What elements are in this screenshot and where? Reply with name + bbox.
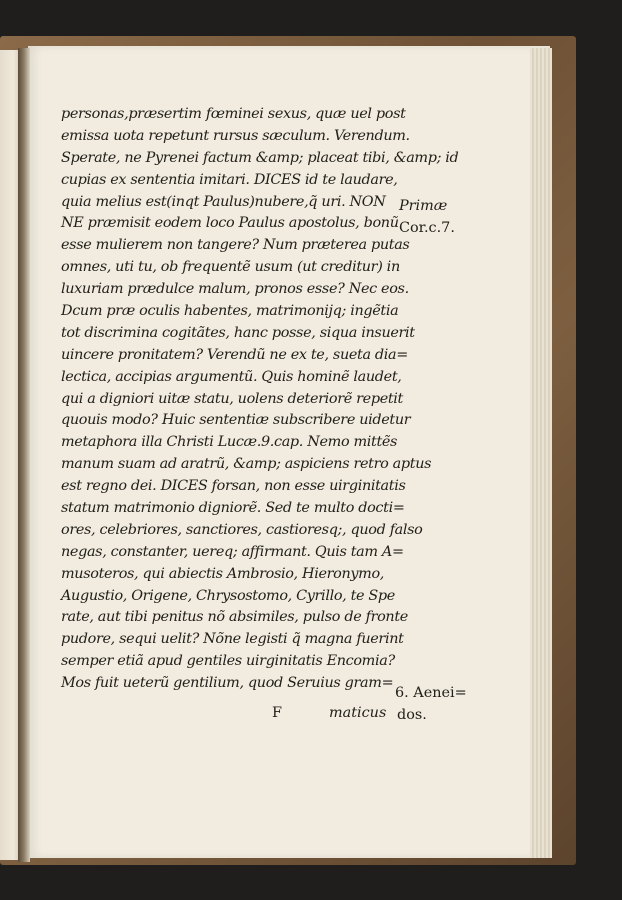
text-line: qui a digniori uitæ statu, uolens deteriorẽ repetit [61, 390, 403, 407]
margin-note: dos. [397, 707, 427, 723]
text-line: musoteros, qui abiectis Ambrosio, Hieronymo, [61, 565, 384, 582]
text-line: manum suam ad aratrũ, &amp; aspiciens retro aptus [61, 456, 432, 473]
text-line: Mos fuit ueterũ gentilium, quod Seruius gram= [61, 675, 394, 692]
text-line: Sperate, ne Pyrenei factum &amp; placeat tibi, &amp; id [61, 149, 459, 166]
text-line: emissa uota repetunt rursus sæculum. Verendum. [61, 127, 410, 144]
text-line: Dcum præ oculis habentes, matrimonijq; ingẽtia [61, 303, 399, 320]
catchword: maticus [329, 705, 387, 721]
margin-note: 6. Aenei= [395, 685, 467, 701]
text-line: est regno dei. DICES forsan, non esse uirginitatis [61, 478, 406, 495]
text-line: metaphora illa Christi Lucæ.9.cap. Nemo mittẽs [61, 434, 398, 451]
text-line: lectica, accipias argumentũ. Quis hominẽ laudet, [61, 368, 402, 385]
text-line: rate, aut tibi penitus nõ absimiles, pulso de fronte [61, 609, 408, 626]
text-line: NE præmisit eodem loco Paulus apostolus, bonũ [61, 215, 399, 232]
signature-mark: F [272, 705, 282, 721]
text-line: quia melius est(inqt Paulus)nubere,q̃ uri. NON [61, 193, 386, 210]
text-line: uincere pronitatem? Verendũ ne ex te, sueta dia= [61, 346, 408, 363]
book-gutter [18, 48, 30, 862]
text-line: ores, celebriores, sanctiores, castioresq;, quod falso [61, 521, 423, 538]
text-line: cupias ex sententia imitari. DICES id te laudare, [61, 171, 398, 188]
text-line: statum matrimonio digniorẽ. Sed te multo docti= [61, 500, 405, 517]
text-line: personas,præsertim fœminei sexus, quæ uel post [61, 106, 406, 122]
text-line: quouis modo? Huic sententiæ subscribere uidetur [61, 412, 411, 429]
margin-note: Primæ [399, 198, 448, 214]
text-line: Augustio, Origene, Chrysostomo, Cyrillo, te Spe [61, 587, 395, 604]
text-line: esse mulierem non tangere? Num præterea putas [61, 237, 410, 254]
text-line: semper etiã apud gentiles uirginitatis Encomia? [61, 653, 395, 670]
text-line: luxuriam prædulce malum, pronos esse? Nec eos. [61, 281, 409, 298]
text-line: omnes, uti tu, ob frequentẽ usum (ut creditur) in [61, 259, 400, 276]
text-line: pudore, sequi uelit? Nõne legisti q̃ magna fuerint [61, 631, 404, 648]
text-line: tot discrimina cogitãtes, hanc posse, siqua insuerit [61, 324, 415, 341]
page-edges [530, 48, 552, 858]
text-line: negas, constanter, uereq; affirmant. Quis tam A= [61, 543, 404, 560]
margin-note: Cor.c.7. [399, 220, 455, 236]
